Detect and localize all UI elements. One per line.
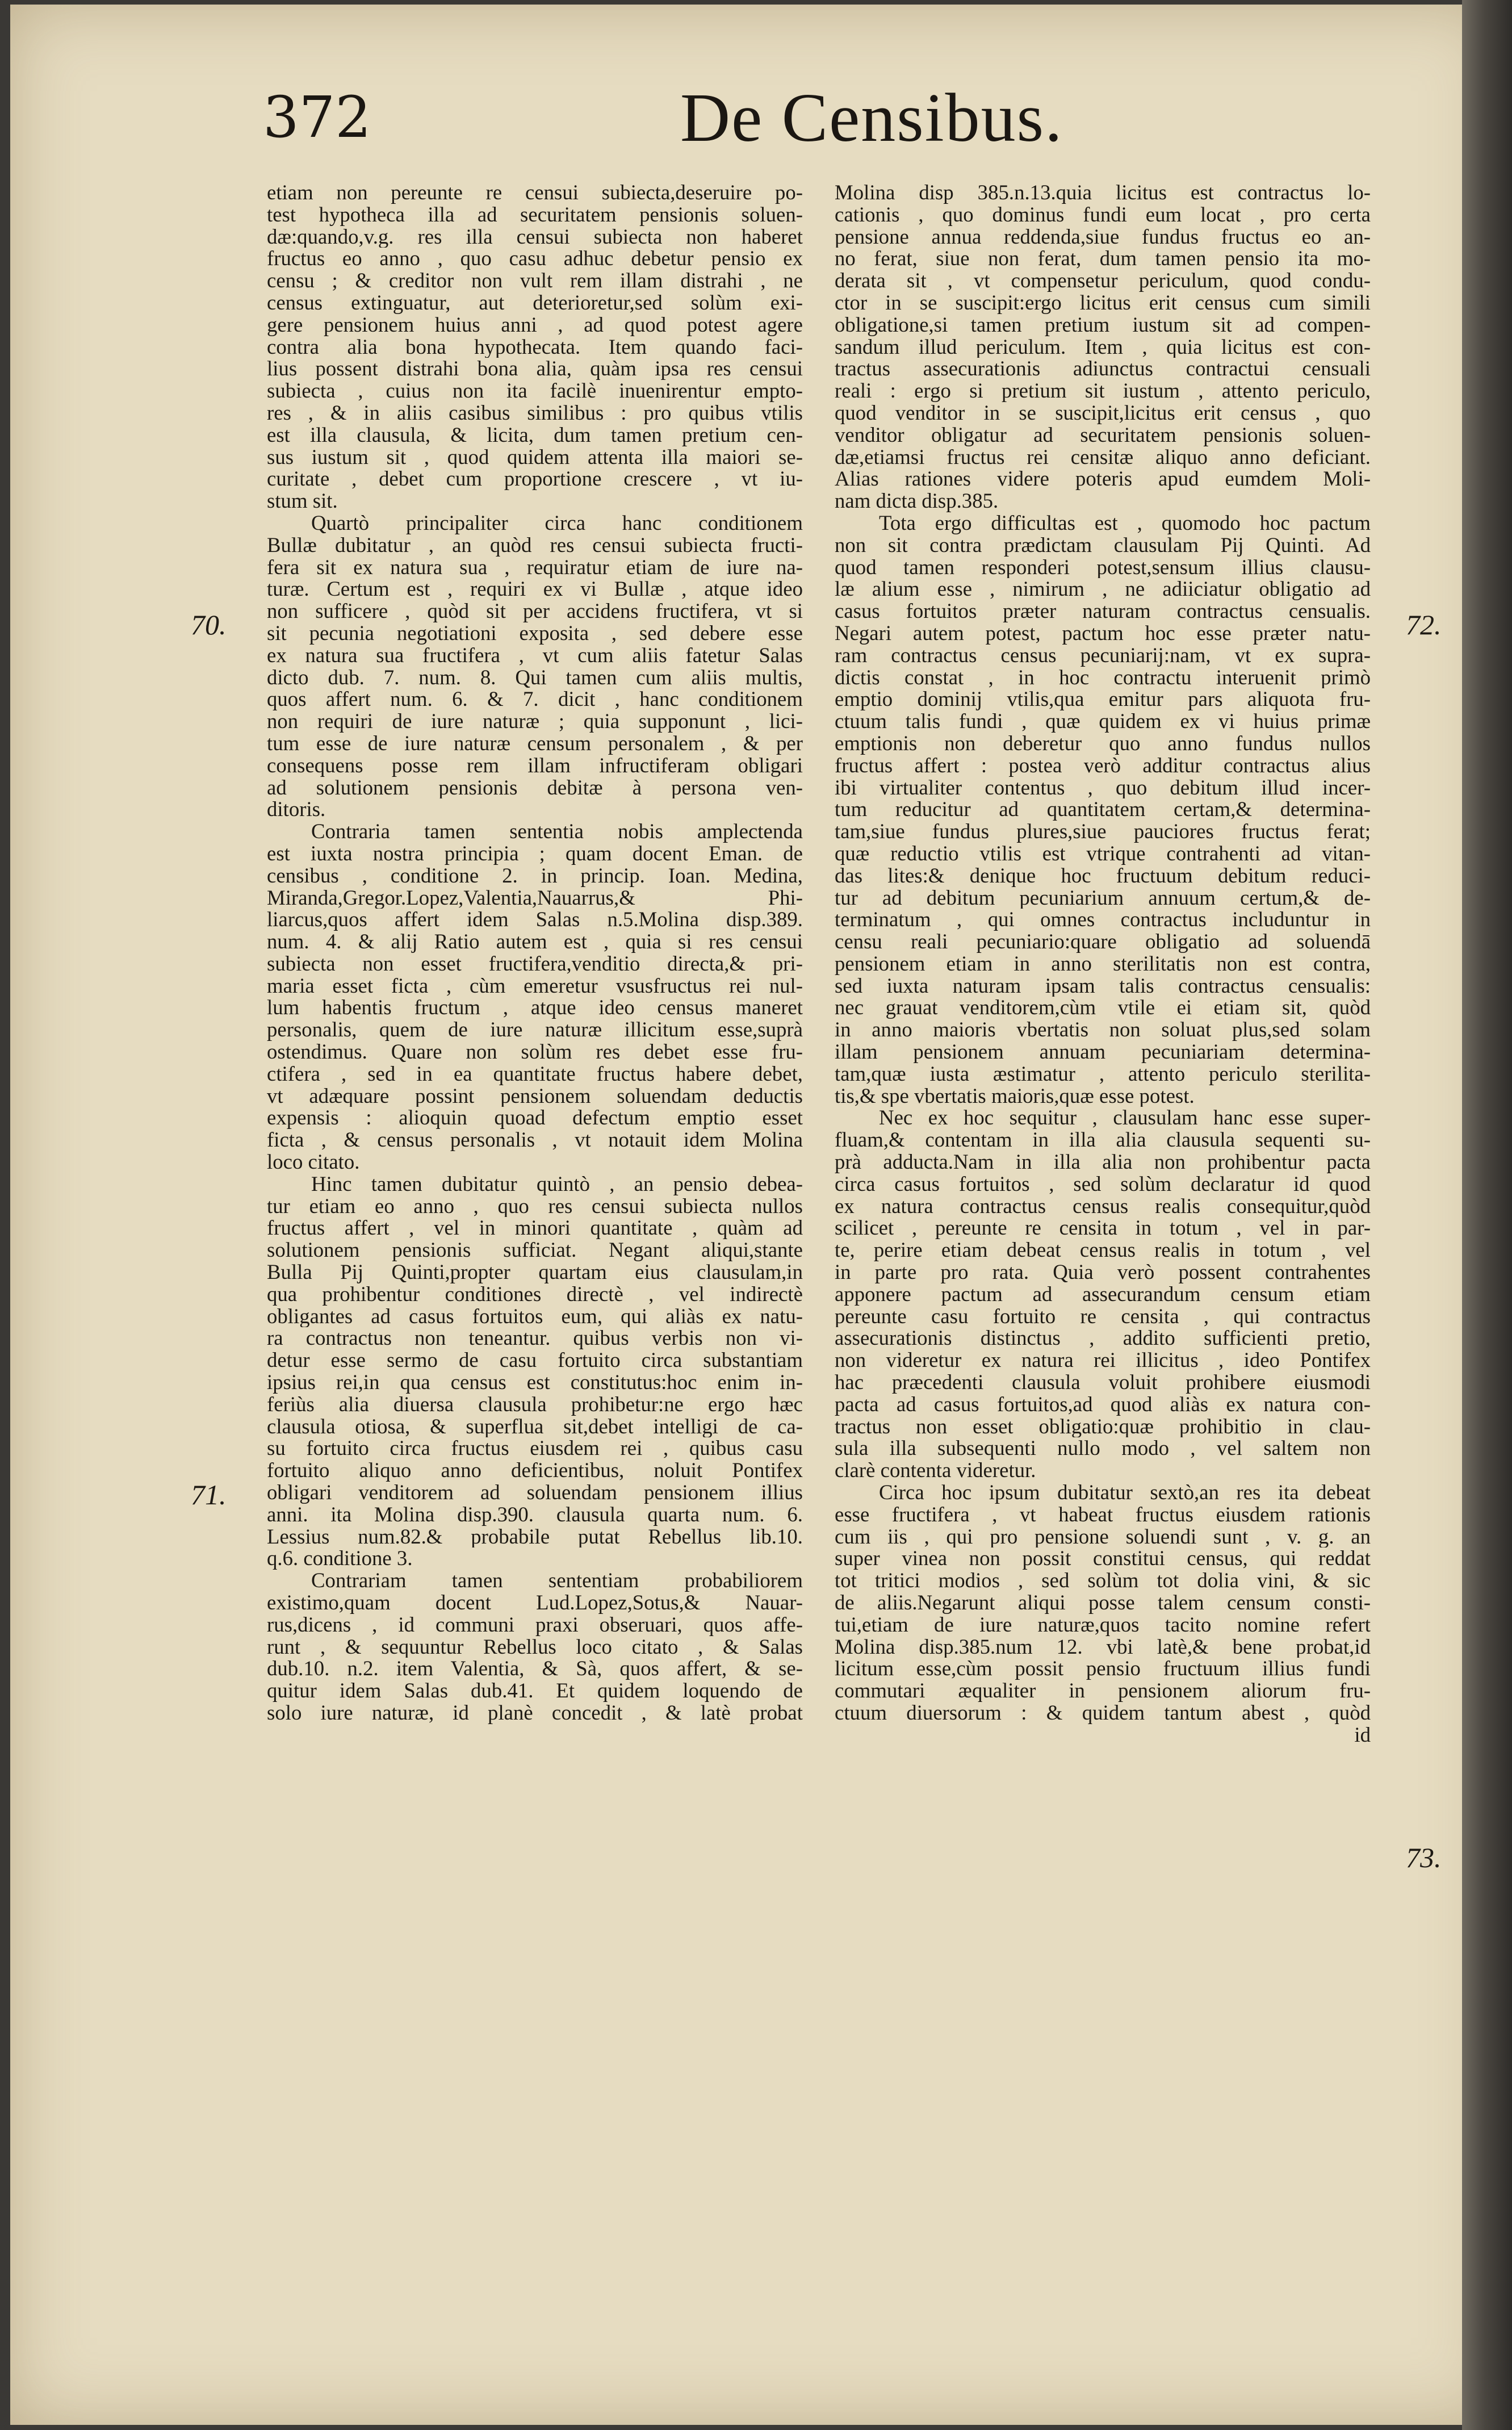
text-line: tum reducitur ad quantitatem certam,& determina- bbox=[835, 798, 1371, 821]
text-line: tui,etiam de iure naturæ,quos tacito nomine refert bbox=[835, 1613, 1371, 1636]
text-line: pensionem etiam in anno sterilitatis non est contra, bbox=[835, 952, 1371, 975]
text-line: dicto dub. 7. num. 8. Qui tamen cum aliis multis, bbox=[267, 666, 803, 689]
text-line: num. 4. & alij Ratio autem est , quia si res censui bbox=[267, 931, 803, 953]
text-line: tractus assecurationis adiunctus contractui censuali bbox=[835, 358, 1371, 380]
text-line: ostendimus. Quare non solùm res debet esse fru- bbox=[267, 1041, 803, 1063]
text-line: quod venditor in se suscipit,licitus erit census , quo bbox=[835, 401, 1371, 424]
text-line: test hypotheca illa ad securitatem pensionis soluen- bbox=[267, 203, 803, 226]
text-line: Bullæ dubitatur , an quòd res censui subiecta fructi- bbox=[267, 534, 803, 557]
text-line: lius possent distrahi bona alia, quàm ipsa res censui bbox=[267, 358, 803, 380]
text-line: tur ad debitum pecuniarium annuum certum,& de- bbox=[835, 886, 1371, 909]
text-line: est iuxta nostra principia ; quam docent Eman. de bbox=[267, 842, 803, 865]
text-line: in anno maioris vbertatis non soluat plus,sed solam bbox=[835, 1019, 1371, 1042]
text-line: de aliis.Negarunt aliqui posse talem censum consti- bbox=[835, 1592, 1371, 1614]
text-line: Negari autem potest, pactum hoc esse præter natu- bbox=[835, 622, 1371, 645]
text-line: assecurationis distinctus , addito sufficienti pretio, bbox=[835, 1327, 1371, 1350]
margin-number-73: 73. bbox=[1406, 1842, 1442, 1873]
text-line: runt , & sequuntur Rebellus loco citato , & Salas bbox=[267, 1636, 803, 1658]
text-line: commutari æqualiter in pensionem aliorum fru- bbox=[835, 1680, 1371, 1702]
text-line: census extinguatur, aut deterioretur,sed solùm exi- bbox=[267, 291, 803, 314]
text-line: censibus , conditione 2. in princip. Ioan. Medina, bbox=[267, 864, 803, 887]
text-line: ctuum talis fundi , quæ quidem ex vi huius primæ bbox=[835, 710, 1371, 733]
text-line: das lites:& denique hoc fructuum debitum reduci- bbox=[835, 864, 1371, 887]
text-line: qua prohibentur conditiones directè , vel indirectè bbox=[267, 1283, 803, 1306]
text-line: cationis , quo dominus fundi eum locat , pro certa bbox=[835, 203, 1371, 226]
text-line: fera sit ex natura sua , requiratur etiam de iure na- bbox=[267, 556, 803, 579]
text-line: clarè contenta videretur. bbox=[835, 1459, 1036, 1482]
text-line: fructus affert , vel in minori quantitate , quàm ad bbox=[267, 1217, 803, 1240]
text-line: circa casus fortuitos , sed solùm declaratur id quod bbox=[835, 1173, 1371, 1195]
text-line: anni. ita Molina disp.390. clausula quarta num. 6. bbox=[267, 1503, 803, 1526]
text-line: tur etiam eo anno , quo res censui subiecta nullos bbox=[267, 1195, 803, 1218]
text-line: res , & in aliis casibus similibus : pro quibus vtilis bbox=[267, 401, 803, 424]
text-line: obligatione,si tamen pretium iustum sit ad compen- bbox=[835, 313, 1371, 336]
text-line: feriùs alia diuersa clausula prohibetur:ne ergo hæc bbox=[267, 1393, 803, 1416]
text-line: ad solutionem pensionis debitæ à persona ven- bbox=[267, 776, 803, 799]
text-line: dictis constat , in hoc contractu interuenit primò bbox=[835, 666, 1371, 689]
text-line: emptio dominij vtilis,qua emitur pars aliquota fru- bbox=[835, 688, 1371, 711]
text-line: non sit contra prædictam clausulam Pij Quinti. Ad bbox=[835, 534, 1371, 557]
margin-number-70: 70. bbox=[191, 609, 227, 641]
text-line: ficta , & census personalis , vt notauit idem Molina bbox=[267, 1129, 803, 1152]
margin-number-71: 71. bbox=[191, 1479, 227, 1511]
text-line: Hinc tamen dubitatur quintò , an pensio debea- bbox=[311, 1173, 803, 1195]
right-text-column bbox=[835, 182, 1371, 1746]
text-line: terminatum , qui omnes contractus includuntur in bbox=[835, 909, 1371, 931]
text-line: non videretur ex natura rei illicitus , ideo Pontifex bbox=[835, 1349, 1371, 1372]
text-line: fluam,& contentam in illa alia clausula sequenti su- bbox=[835, 1129, 1371, 1152]
text-line: turæ. Certum est , requiri ex vi Bullæ , atque ideo bbox=[267, 578, 803, 601]
text-line: tis,& spe vbertatis maioris,quæ esse potest. bbox=[835, 1085, 1195, 1107]
margin-number-72: 72. bbox=[1406, 609, 1442, 641]
text-line: Bulla Pij Quinti,propter quartam eius clausulam,in bbox=[267, 1261, 803, 1283]
text-line: quitur idem Salas dub.41. Et quidem loquendo de bbox=[267, 1680, 803, 1702]
text-line: vt adæquare possint pensionem soluendam deductis bbox=[267, 1085, 803, 1107]
text-line: personalis, quem de iure naturæ illicitum esse,suprà bbox=[267, 1019, 803, 1042]
text-line: fructus eo anno , quo casu adhuc debetur pensio ex bbox=[267, 248, 803, 270]
text-line: venditor obligatur ad securitatem pensionis soluen- bbox=[835, 424, 1371, 446]
text-line: solo iure naturæ, id planè concedit , & latè probat bbox=[267, 1701, 803, 1724]
text-line: scilicet , pereunte re censita in totum , vel in par- bbox=[835, 1217, 1371, 1240]
text-line: ibi virtualiter contentus , quo debitum illud incer- bbox=[835, 776, 1371, 799]
text-line: gere pensionem huius anni , ad quod potest agere bbox=[267, 313, 803, 336]
text-line: maria esset ficta , cùm emeretur vsusfructus rei nul- bbox=[267, 974, 803, 997]
text-line: hac præcedenti clausula voluit prohibere eiusmodi bbox=[835, 1371, 1371, 1394]
text-line: illam pensionem annuam pecuniariam determina- bbox=[835, 1041, 1371, 1063]
text-line: etiam non pereunte re censui subiecta,deseruire po- bbox=[267, 182, 803, 204]
text-line: casus fortuitos præter naturam contractus censualis. bbox=[835, 600, 1371, 622]
text-line: rus,dicens , id communi praxi obseruari, quos affe- bbox=[267, 1613, 803, 1636]
text-line: non requiri de iure naturæ ; quia supponunt , lici- bbox=[267, 710, 803, 733]
page-number: 372 bbox=[263, 84, 371, 150]
text-line: prà adducta.Nam in illa alia non prohibentur pacta bbox=[835, 1151, 1371, 1173]
text-line: ram contractus census pecuniarij:nam, vt ex supra- bbox=[835, 644, 1371, 667]
text-line: Circa hoc ipsum dubitatur sextò,an res ita debeat bbox=[879, 1482, 1371, 1504]
text-line: læ alium esse , nimirum , ne adiiciatur obligatio ad bbox=[835, 578, 1371, 601]
text-line: contra alia bona hypothecata. Item quando faci- bbox=[267, 336, 803, 358]
text-line: pacta ad casus fortuitos,ad quod aliàs ex natura con- bbox=[835, 1393, 1371, 1416]
text-line: tot tritici modios , sed solùm tot dolia vini, & sic bbox=[835, 1570, 1371, 1592]
text-line: loco citato. bbox=[267, 1151, 360, 1173]
text-line: tam,quæ iusta æstimatur , attento periculo sterilita- bbox=[835, 1063, 1371, 1085]
text-line: apponere pactum ad assecurandum censum etiam bbox=[835, 1283, 1371, 1306]
text-line: licitum esse,cùm possit pensio fructuum illius fundi bbox=[835, 1658, 1371, 1680]
text-line: quæ reductio vtilis est vtrique contrahenti ad vitan- bbox=[835, 842, 1371, 865]
text-line: existimo,quam docent Lud.Lopez,Sotus,& Nauar- bbox=[267, 1592, 803, 1614]
text-line: te, perire etiam debeat census realis in totum , vel bbox=[835, 1239, 1371, 1262]
left-text-column bbox=[267, 182, 803, 1724]
text-line: pensione annua reddenda,siue fundus fructus eo an- bbox=[835, 225, 1371, 248]
text-line: clausula otiosa, & superflua sit,debet intelligi de ca- bbox=[267, 1415, 803, 1438]
text-line: id bbox=[1354, 1724, 1371, 1746]
text-line: non sufficere , quòd sit per accidens fructifera, vt si bbox=[267, 600, 803, 622]
text-line: ipsius rei,in qua census est constitutus:hoc enim in- bbox=[267, 1371, 803, 1394]
text-line: Alias rationes videre poteris apud eumdem Moli- bbox=[835, 468, 1371, 491]
text-line: ex natura contractus census realis consequitur,quòd bbox=[835, 1195, 1371, 1218]
text-line: censu ; & creditor non vult rem illam distrahi , ne bbox=[267, 270, 803, 292]
text-line: reali : ergo si pretium sit iustum , attento periculo, bbox=[835, 380, 1371, 402]
text-line: Lessius num.82.& probabile putat Rebellus lib.10. bbox=[267, 1525, 803, 1548]
text-line: nec grauat venditorem,cùm vtile ei etiam sit, quòd bbox=[835, 997, 1371, 1019]
text-line: su fortuito circa fructus eiusdem rei , quibus casu bbox=[267, 1437, 803, 1460]
text-line: ra contractus non teneantur. quibus verbis non vi- bbox=[267, 1327, 803, 1350]
text-line: Miranda,Gregor.Lopez,Valentia,Nauarrus,& Phi- bbox=[267, 886, 803, 909]
page-title: De Censibus. bbox=[680, 80, 1063, 156]
text-line: dub.10. n.2. item Valentia, & Sà, quos affert, & se- bbox=[267, 1658, 803, 1680]
text-line: ditoris. bbox=[267, 798, 326, 821]
text-line: ctuum diuersorum : & quidem tantum abest , quòd bbox=[835, 1701, 1371, 1724]
text-line: sed iuxta naturam ipsam talis contractus censualis: bbox=[835, 974, 1371, 997]
text-line: Quartò principaliter circa hanc conditionem bbox=[311, 512, 803, 534]
text-line: quos affert num. 6. & 7. dicit , hanc conditionem bbox=[267, 688, 803, 711]
text-line: curitate , debet cum proportione crescere , vt iu- bbox=[267, 468, 803, 491]
text-line: ctifera , sed in ea quantitate fructus habere debet, bbox=[267, 1063, 803, 1085]
text-line: quod tamen responderi potest,sensum illius clausu- bbox=[835, 556, 1371, 579]
text-line: super vinea non possit constitui census, qui reddat bbox=[835, 1547, 1371, 1570]
text-line: fructus affert : postea verò additur contractus alius bbox=[835, 754, 1371, 777]
text-line: sit pecunia negotiationi exposita , sed debere esse bbox=[267, 622, 803, 645]
text-line: Tota ergo difficultas est , quomodo hoc pactum bbox=[879, 512, 1371, 534]
text-line: ctor in se suscipit:ergo licitus erit census cum simili bbox=[835, 291, 1371, 314]
text-line: sula illa subsequenti nullo modo , vel saltem non bbox=[835, 1437, 1371, 1460]
text-line: Contraria tamen sententia nobis amplectenda bbox=[311, 821, 803, 843]
text-line: expensis : alioquin quoad defectum emptio esset bbox=[267, 1107, 803, 1130]
text-line: tam,siue fundus plures,siue pauciores fructus ferat; bbox=[835, 821, 1371, 843]
text-line: liarcus,quos affert idem Salas n.5.Molina disp.389. bbox=[267, 909, 803, 931]
text-line: q.6. conditione 3. bbox=[267, 1547, 413, 1570]
text-line: derata sit , vt compensetur periculum, quod condu- bbox=[835, 270, 1371, 292]
text-line: obligari venditorem ad soluendam pensionem illius bbox=[267, 1482, 803, 1504]
text-line: sus iustum sit , quod quidem attenta illa maiori se- bbox=[267, 446, 803, 469]
book-page bbox=[10, 5, 1498, 2425]
text-line: ex natura sua fructifera , vt cum aliis fatetur Salas bbox=[267, 644, 803, 667]
text-line: consequens posse rem illam infructiferam obligari bbox=[267, 754, 803, 777]
book-binding-edge bbox=[1462, 0, 1512, 2430]
text-line: sandum illud periculum. Item , quia licitus est con- bbox=[835, 336, 1371, 358]
text-line: no ferat, siue non ferat, dum tamen pensio ita mo- bbox=[835, 248, 1371, 270]
text-line: emptionis non deberetur quo anno fundus nullos bbox=[835, 732, 1371, 755]
text-line: dæ,etiamsi fructus rei censitæ aliquo anno deficiant. bbox=[835, 446, 1371, 469]
text-line: Molina disp.385.num 12. vbi latè,& bene probat,id bbox=[835, 1636, 1371, 1658]
text-line: Nec ex hoc sequitur , clausulam hanc esse super- bbox=[879, 1107, 1371, 1130]
text-line: detur esse sermo de casu fortuito circa substantiam bbox=[267, 1349, 803, 1372]
text-line: dæ:quando,v.g. res illa censui subiecta non haberet bbox=[267, 225, 803, 248]
text-line: tum esse de iure naturæ censum personalem , & per bbox=[267, 732, 803, 755]
text-line: nam dicta disp.385. bbox=[835, 490, 999, 512]
text-line: tractus non esset obligatio:quæ prohibitio in clau- bbox=[835, 1415, 1371, 1438]
text-line: stum sit. bbox=[267, 490, 338, 512]
text-line: lum habentis fructum , atque ideo census maneret bbox=[267, 997, 803, 1019]
text-line: est illa clausula, & licita, dum tamen pretium cen- bbox=[267, 424, 803, 446]
text-line: cum iis , qui pro pensione soluendi sunt , v. g. an bbox=[835, 1525, 1371, 1548]
text-line: pereunte casu fortuito re censita , qui contractus bbox=[835, 1305, 1371, 1328]
text-line: Contrariam tamen sententiam probabiliorem bbox=[311, 1570, 803, 1592]
text-line: subiecta non esset fructifera,venditio directa,& pri- bbox=[267, 952, 803, 975]
text-line: subiecta , cuius non ita facilè inuenirentur empto- bbox=[267, 380, 803, 402]
text-line: fortuito aliquo anno deficientibus, noluit Pontifex bbox=[267, 1459, 803, 1482]
text-line: solutionem pensionis sufficiat. Negant aliqui,stante bbox=[267, 1239, 803, 1262]
text-line: in parte pro rata. Quia verò possent contrahentes bbox=[835, 1261, 1371, 1283]
text-line: obligantes ad casus fortuitos eum, qui aliàs ex natu- bbox=[267, 1305, 803, 1328]
text-line: Molina disp 385.n.13.quia licitus est contractus lo- bbox=[835, 182, 1371, 204]
text-line: censu reali pecuniario:quare obligatio ad soluendā bbox=[835, 931, 1371, 953]
text-line: esse fructifera , vt habeat fructus eiusdem rationis bbox=[835, 1503, 1371, 1526]
